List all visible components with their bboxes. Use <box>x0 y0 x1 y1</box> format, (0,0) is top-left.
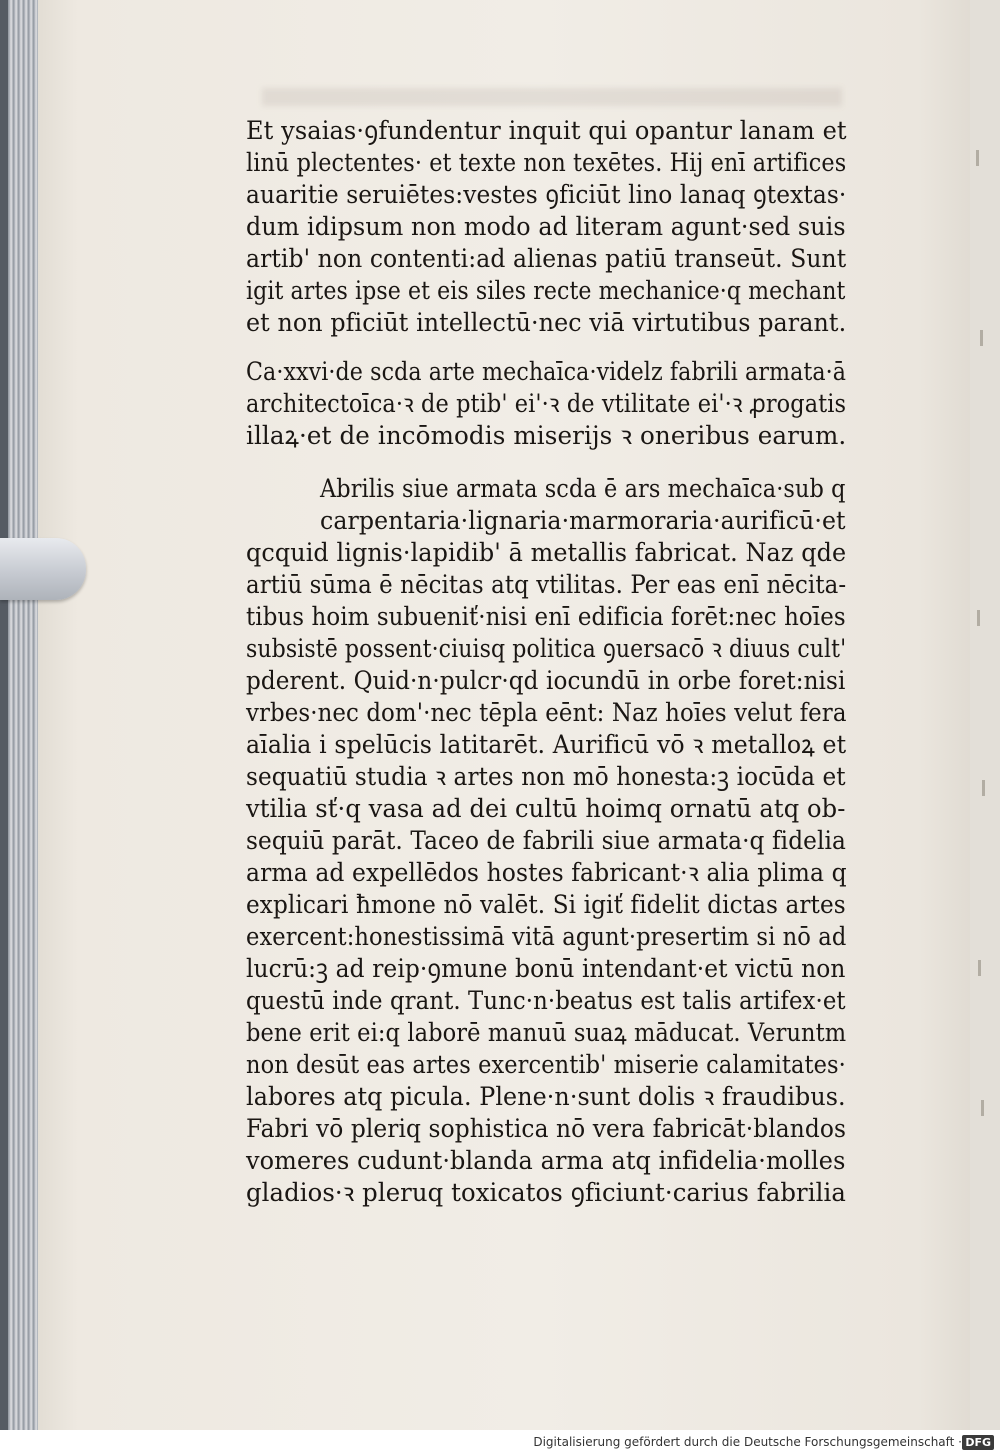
dfg-logo: DFG <box>962 1435 994 1450</box>
text-line: vtilia sť·q vasa ad dei cultū hoimq ornatū atq ob- <box>246 794 846 823</box>
text-line: dum idipsum non modo ad literam agunt·sed suis <box>246 212 846 241</box>
text-line: vrbes·nec dom'·nec tēpla eēnt: Naz hoīes velut fera <box>246 698 847 727</box>
text-line: lucrū:ꝫ ad reip·ꝯmune bonū intendant·et victū non <box>246 954 846 983</box>
text-line: aīalia i spelūcis latitarēt. Aurificū vō ꝛ metalloꝝ et <box>246 730 847 759</box>
text-line: gladios·ꝛ pleruq toxicatos ꝯficiunt·carius fabrilia <box>246 1178 846 1207</box>
page-clip <box>0 538 86 600</box>
text-line: subsistē possent·ciuisq politica ꝯuersacō ꝛ diuus cult' <box>246 634 847 663</box>
text-line: igit artes ipse et eis siles recte mechanice·q mechant <box>246 276 846 305</box>
margin-mark <box>977 610 980 626</box>
text-line: Ca·xxvi·de scda arte mechaīca·videlz fabrili armata·ā <box>246 357 847 386</box>
text-line: labores atq picula. Plene·n·sunt dolis ꝛ fraudibus. <box>246 1082 846 1111</box>
binding-shadow <box>0 0 8 1455</box>
text-line: qcquid lignis·lapidib' ā metallis fabricat. Naz qde <box>246 538 847 567</box>
text-line: Abrilis siue armata scda ē ars mechaīca·sub q <box>320 474 846 503</box>
text-line: questū inde qrant. Tunc·n·beatus est talis artifex·et <box>246 986 846 1015</box>
text-line: non desūt eas artes exercentib' miserie calamitates· <box>246 1050 846 1079</box>
funding-credit: Digitalisierung gefördert durch die Deutsche Forschungsgemeinschaft · <box>533 1435 962 1449</box>
text-line: et non pficiūt intellectū·nec viā virtutibus parant. <box>246 308 847 337</box>
text-line: Fabri vō pleriq sophistica nō vera fabricāt·blandos <box>246 1114 847 1143</box>
margin-mark <box>978 960 981 976</box>
margin-mark <box>981 1100 984 1116</box>
text-line: architectoīca·ꝛ de ptib' ei'·ꝛ de vtilitate ei'·ꝛ ꝓrogatis <box>246 389 847 418</box>
text-line: artib' non contenti:ad alienas patiū transeūt. Sunt <box>246 244 847 273</box>
text-line: vomeres cudunt·blanda arma atq infidelia·molles <box>246 1146 846 1175</box>
text-line: exercent:honestissimā vitā agunt·presertim si nō ad <box>246 922 847 951</box>
text-line: linū plectentes· et texte non texētes. Hij enī artifices <box>246 148 847 177</box>
text-line: pderent. Quid·n·pulcr·qd iocundū in orbe foret:nisi <box>246 666 846 695</box>
margin-mark <box>982 780 985 796</box>
text-line: auaritie seruiētes:vestes ꝯficiūt lino lanaq ꝯtextas· <box>246 180 847 209</box>
text-line: explicari ħmone nō valēt. Si igiť fidelit dictas artes <box>246 890 846 919</box>
text-line: arma ad expellēdos hostes fabricant·ꝛ alia plima q <box>246 858 847 887</box>
footer-bar <box>0 1430 1000 1455</box>
text-line: bene erit ei:q laborē manuū suaꝝ māducat. Veruntm <box>246 1018 847 1047</box>
margin-mark <box>980 330 983 346</box>
text-line: sequiū parāt. Taceo de fabrili siue armata·q fidelia <box>246 826 846 855</box>
text-line: Et ysaias·ꝯfundentur inquit qui opantur lanam et <box>246 116 847 145</box>
adjacent-page-edge <box>970 0 1000 1455</box>
text-line: illaꝝ·et de incōmodis miserijs ꝛ oneribus earum. <box>246 421 847 450</box>
text-line: artiū sūma ē nēcitas atq vtilitas. Per eas enī nēcita- <box>246 570 847 599</box>
text-line: tibus hoim subueniť·nisi enī edificia forēt:nec hoīes <box>246 602 846 631</box>
show-through-text <box>262 88 842 106</box>
margin-mark <box>976 150 979 166</box>
text-line: sequatiū studia ꝛ artes non mō honesta:ꝫ iocūda et <box>246 762 846 791</box>
text-line: carpentaria·lignaria·marmoraria·aurificū·et <box>320 506 846 535</box>
